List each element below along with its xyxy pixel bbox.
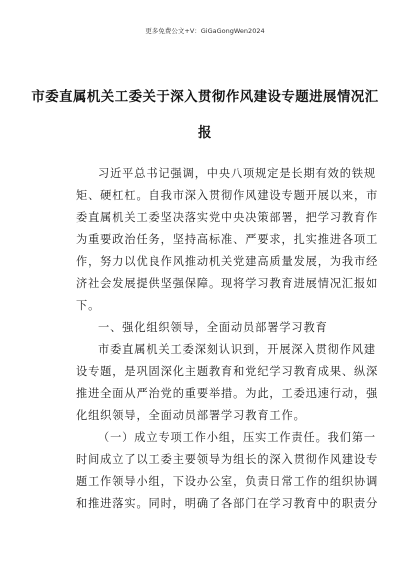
- paragraph-2-line: 化组织领导，全面动员部署学习教育工作。: [76, 409, 306, 422]
- header-note: 更多免费公文+V：GiGaGongWen2024: [145, 27, 265, 35]
- section-heading-1: 一、强化组织领导，全面动员部署学习教育: [98, 321, 328, 334]
- document-title-line-2: 报: [198, 125, 212, 141]
- paragraph-2-line: 推进全面从严治党的重要举措。为此，工委迅速行动，强: [76, 387, 379, 400]
- paragraph-3-line: 和推进落实。同时，明确了各部门在学习教育中的职责分: [76, 497, 379, 510]
- paragraph-1-line: 济社会发展提供坚强保障。现将学习教育进展情况汇报如: [76, 277, 379, 290]
- paragraph-2-line: 设专题，是巩固深化主题教育和党纪学习教育成果、纵深: [76, 365, 379, 378]
- paragraph-1-line: 为重要政治任务，坚持高标准、严要求，扎实推进各项工: [76, 233, 379, 246]
- paragraph-1-line: 习近平总书记强调，中央八项规定是长期有效的铁规: [98, 167, 377, 180]
- paragraph-3-line: 题工作领导小组，下设办公室，负责日常工作的组织协调: [76, 475, 379, 488]
- paragraph-1-line: 下。: [76, 299, 101, 312]
- paragraph-1-line: 委直属机关工委坚决落实党中央决策部署，把学习教育作: [76, 211, 379, 224]
- paragraph-3-line: 时间成立了以工委主要领导为组长的深入贯彻作风建设专: [76, 453, 379, 466]
- paragraph-3-line: （一）成立专项工作小组，压实工作责任。我们第一: [98, 431, 377, 444]
- paragraph-1-line: 作，努力以优良作风推动机关党建高质量发展，为我市经: [76, 255, 379, 268]
- paragraph-2-line: 市委直属机关工委深刻认识到，开展深入贯彻作风建: [98, 343, 377, 356]
- paragraph-1-line: 矩、硬杠杠。自我市深入贯彻作风建设专题开展以来，市: [76, 189, 379, 202]
- document-title-line-1: 市委直属机关工委关于深入贯彻作风建设专题进展情况汇: [31, 89, 379, 105]
